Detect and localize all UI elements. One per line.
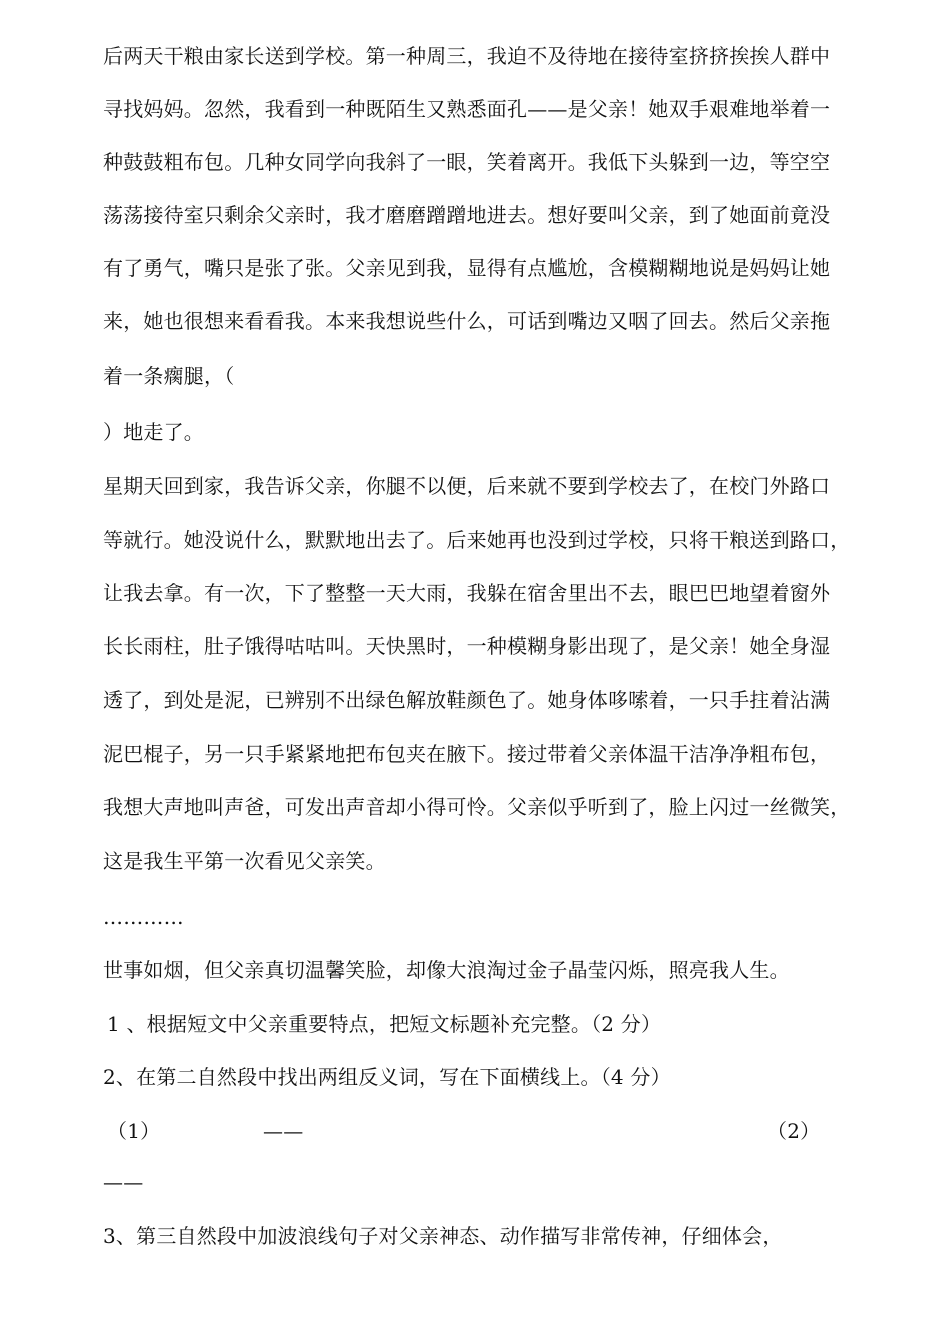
paragraph-line: 着一条瘸腿，（ — [103, 364, 235, 388]
answer-item-1-label: （1） — [107, 1119, 161, 1143]
paragraph-line: 后两天干粮由家长送到学校。第一种周三，我迫不及待地在接待室挤挤挨挨人群中 — [103, 44, 831, 68]
answer-item-1-dash: —— — [263, 1119, 304, 1143]
answer-item-2-dash: —— — [103, 1170, 144, 1194]
paragraph-line: ）地走了。 — [103, 420, 204, 444]
paragraph-line: 透了，到处是泥，已辨别不出绿色解放鞋颜色了。她身体哆嗦着，一只手拄着沾满 — [103, 688, 831, 712]
paragraph-line: 长长雨柱，肚子饿得咕咕叫。天快黑时，一种模糊身影出现了，是父亲！她全身湿 — [103, 634, 831, 658]
paragraph-line: 我想大声地叫声爸，可发出声音却小得可怜。父亲似乎听到了，脸上闪过一丝微笑， — [103, 795, 851, 819]
paragraph-line: 泥巴棍子，另一只手紧紧地把布包夹在腋下。接过带着父亲体温干洁净净粗布包， — [103, 742, 831, 766]
paragraph-line: 寻找妈妈。忽然，我看到一种既陌生又熟悉面孔——是父亲！她双手艰难地举着一 — [103, 97, 831, 121]
paragraph-line: 让我去拿。有一次，下了整整一天大雨，我躲在宿舍里出不去，眼巴巴地望着窗外 — [103, 581, 831, 605]
paragraph-line: 荡荡接待室只剩余父亲时，我才磨磨蹭蹭地进去。想好要叫父亲，到了她面前竟没 — [103, 203, 831, 227]
closing-paragraph: 世事如烟，但父亲真切温馨笑脸，却像大浪淘过金子晶莹闪烁，照亮我人生。 — [103, 958, 790, 982]
paragraph-line: 等就行。她没说什么，默默地出去了。后来她再也没到过学校，只将干粮送到路口， — [103, 528, 851, 552]
paragraph-line: 来，她也很想来看看我。本来我想说些什么，可话到嘴边又咽了回去。然后父亲拖 — [103, 309, 831, 333]
paragraph-line: 这是我生平第一次看见父亲笑。 — [103, 849, 386, 873]
question-2: 2、在第二自然段中找出两组反义词，写在下面横线上。（4 分） — [103, 1065, 671, 1089]
paragraph-line: 种鼓鼓粗布包。几种女同学向我斜了一眼，笑着离开。我低下头躲到一边，等空空 — [103, 150, 831, 174]
question-1: 1 、根据短文中父亲重要特点，把短文标题补充完整。（2 分） — [107, 1012, 662, 1036]
question-3: 3、第三自然段中加波浪线句子对父亲神态、动作描写非常传神，仔细体会， — [103, 1224, 783, 1248]
ellipsis: ………… — [103, 905, 184, 929]
paragraph-line: 有了勇气，嘴只是张了张。父亲见到我，显得有点尴尬，含模糊糊地说是妈妈让她 — [103, 256, 831, 280]
paragraph-line: 星期天回到家，我告诉父亲，你腿不以便，后来就不要到学校去了，在校门外路口 — [103, 474, 831, 498]
answer-item-2-label: （2） — [767, 1119, 821, 1143]
